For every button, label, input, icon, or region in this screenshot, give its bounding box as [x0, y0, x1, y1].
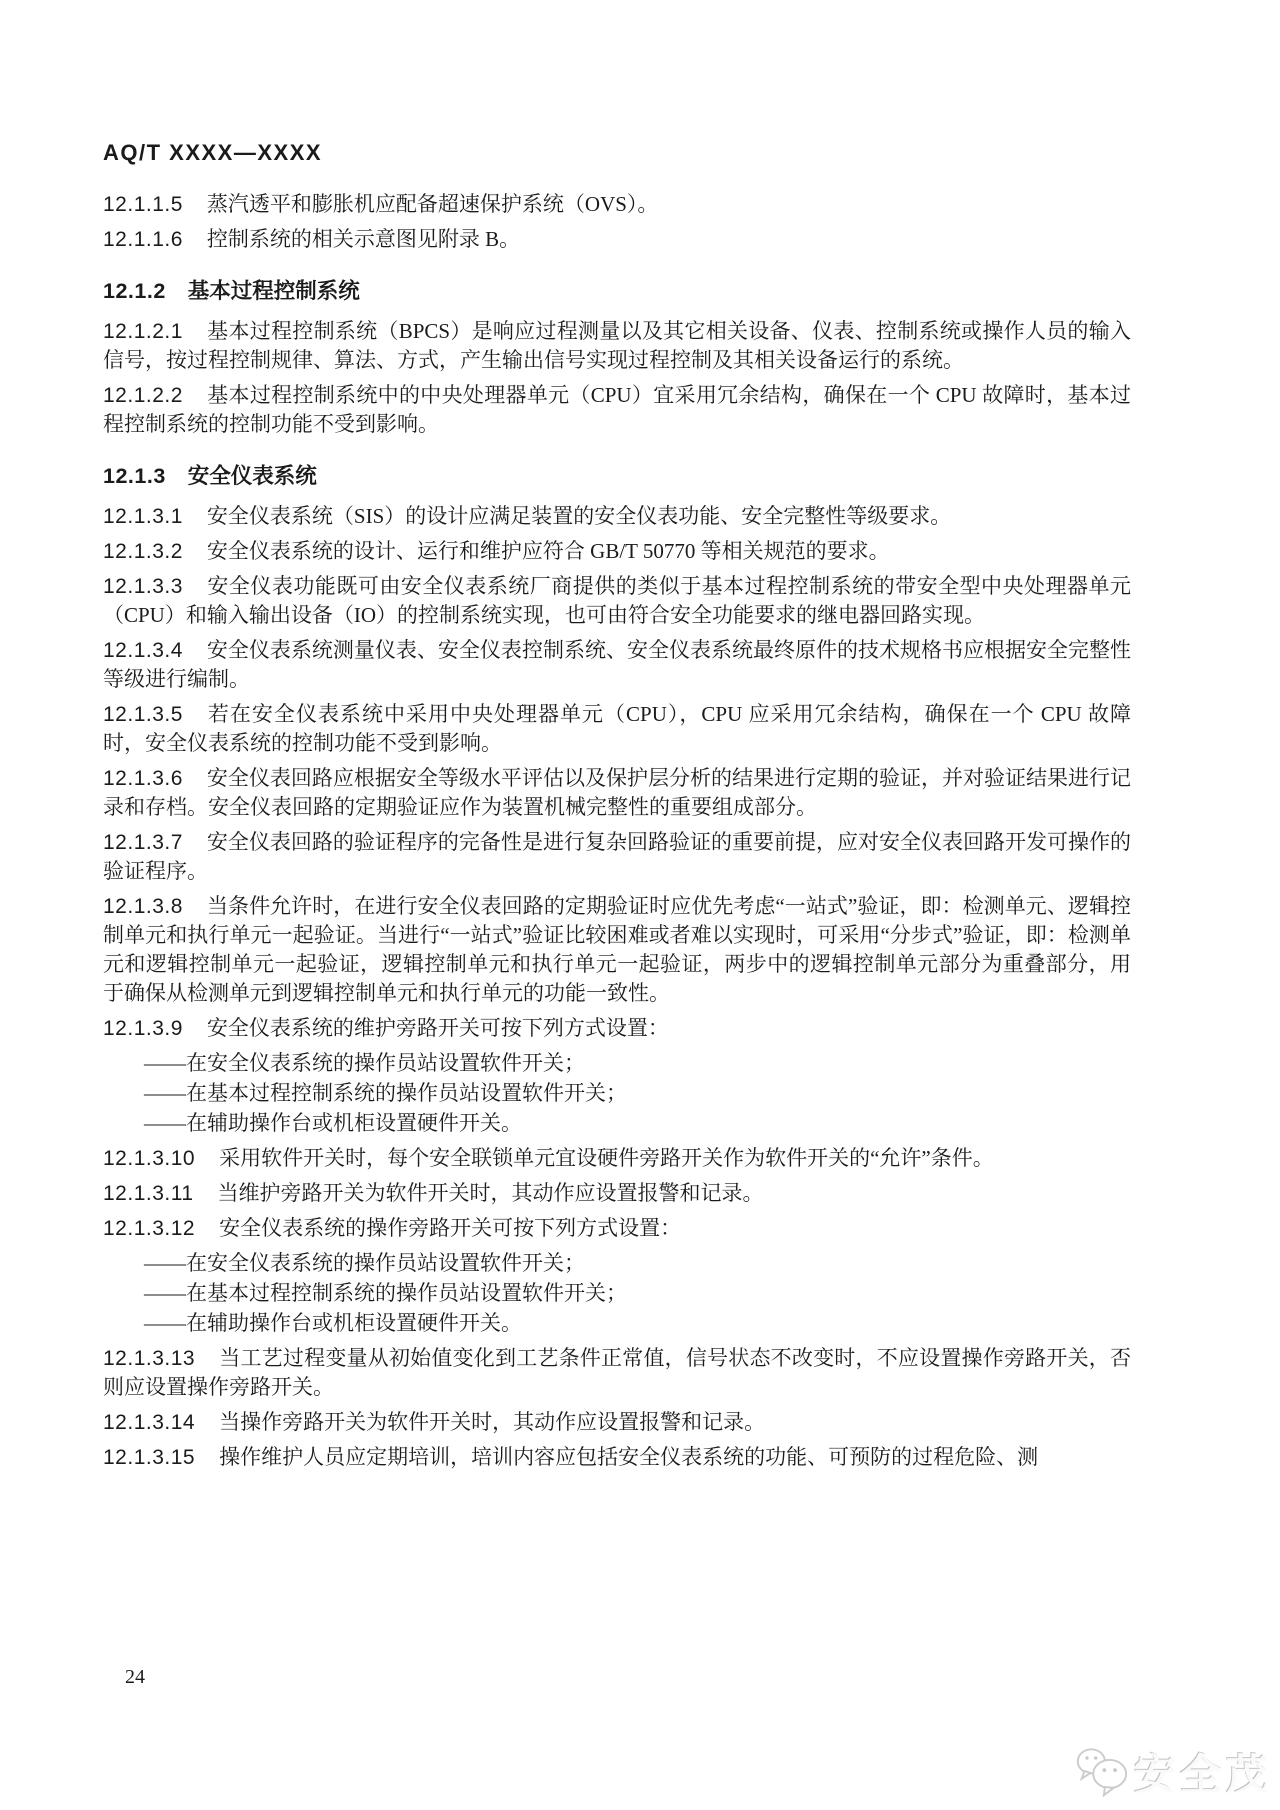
clause-12-1-3-2 — [103, 537, 1131, 566]
clause-text: 安全仪表系统测量仪表、安全仪表控制系统、安全仪表系统最终原件的技术规格书应根据安全完整性等级进行编制。 — [103, 638, 1131, 691]
clause-12-1-3-6 — [103, 764, 1131, 822]
clause-number: 12.1.3.10 — [103, 1147, 196, 1170]
document-content — [103, 140, 1131, 1478]
clause-number: 12.1.2.1 — [103, 320, 183, 343]
clause-number: 12.1.3.9 — [103, 1017, 183, 1040]
clause-12-1-3-5 — [103, 700, 1131, 758]
wechat-icon — [1072, 1743, 1130, 1801]
clause-number: 12.1.3.4 — [103, 639, 183, 662]
clause-text: 基本过程控制系统（BPCS）是响应过程测量以及其它相关设备、仪表、控制系统或操作人员的输入信号，按过程控制规律、算法、方式，产生输出信号实现过程控制及其相关设备运行的系统。 — [103, 319, 1131, 372]
clause-12-1-3-13 — [103, 1344, 1131, 1402]
clause-text: 安全仪表系统的操作旁路开关可按下列方式设置： — [219, 1216, 682, 1240]
clause-number: 12.1.3.12 — [103, 1217, 196, 1240]
clause-12-1-3-11 — [103, 1179, 1131, 1208]
bullet-item: ——在基本过程控制系统的操作员站设置软件开关； — [144, 1281, 627, 1305]
document-header: AQ/T XXXX—XXXX — [103, 140, 323, 165]
clause-number: 12.1.3.15 — [103, 1446, 196, 1469]
bullet-item: ——在辅助操作台或机柜设置硬件开关。 — [144, 1311, 522, 1335]
heading-text: 基本过程控制系统 — [187, 279, 360, 303]
clause-number: 12.1.3.7 — [103, 831, 183, 854]
bullet-item: ——在基本过程控制系统的操作员站设置软件开关； — [144, 1081, 627, 1105]
clause-number: 12.1.1.5 — [103, 193, 183, 216]
clause-number: 12.1.2.2 — [103, 384, 183, 407]
clause-text: 当维护旁路开关为软件开关时，其动作应设置报警和记录。 — [217, 1181, 764, 1205]
page-number: 24 — [125, 1666, 145, 1688]
clause-text: 操作维护人员应定期培训，培训内容应包括安全仪表系统的功能、可预防的过程危险、测 — [219, 1445, 1039, 1469]
clause-12-1-1-5 — [103, 190, 1131, 219]
bullet-item: ——在安全仪表系统的操作员站设置软件开关； — [144, 1051, 585, 1075]
clause-12-1-3-3 — [103, 572, 1131, 630]
clause-number: 12.1.3.8 — [103, 895, 183, 918]
bullet-item: ——在安全仪表系统的操作员站设置软件开关； — [144, 1251, 585, 1275]
clause-number: 12.1.3.11 — [103, 1182, 194, 1205]
clause-text: 控制系统的相关示意图见附录 B。 — [206, 227, 521, 251]
clause-12-1-3-15 — [103, 1443, 1131, 1472]
section-heading-12-1-2 — [103, 274, 1131, 305]
heading-text: 安全仪表系统 — [187, 464, 317, 488]
clause-number: 12.1.3.1 — [103, 505, 183, 528]
clause-text: 若在安全仪表系统中采用中央处理器单元（CPU），CPU 应采用冗余结构，确保在一个 CPU 故障时，安全仪表系统的控制功能不受到影响。 — [103, 702, 1131, 755]
clause-text: 当操作旁路开关为软件开关时，其动作应设置报警和记录。 — [219, 1410, 766, 1434]
clause-text: 安全仪表回路的验证程序的完备性是进行复杂回路验证的重要前提，应对安全仪表回路开发可操作的验证程序。 — [103, 830, 1131, 883]
watermark — [1072, 1742, 1272, 1802]
clause-text: 蒸汽透平和膨胀机应配备超速保护系统（OVS）。 — [206, 192, 659, 216]
clause-text: 安全仪表系统的维护旁路开关可按下列方式设置： — [206, 1016, 669, 1040]
section-heading-12-1-3 — [103, 459, 1131, 490]
clause-12-1-3-1 — [103, 502, 1131, 531]
bullet-item: ——在辅助操作台或机柜设置硬件开关。 — [144, 1111, 522, 1135]
heading-number: 12.1.2 — [103, 279, 166, 303]
clause-12-1-3-4 — [103, 636, 1131, 694]
clause-12-1-2-2 — [103, 381, 1131, 439]
clause-number: 12.1.3.3 — [103, 575, 183, 598]
clause-number: 12.1.1.6 — [103, 228, 183, 251]
clause-text: 安全仪表功能既可由安全仪表系统厂商提供的类似于基本过程控制系统的带安全型中央处理器单元（CPU）和输入输出设备（IO）的控制系统实现，也可由符合安全功能要求的继电器回路实现。 — [103, 574, 1131, 627]
clause-number: 12.1.3.14 — [103, 1411, 196, 1434]
clause-text: 安全仪表系统（SIS）的设计应满足装置的安全仪表功能、安全完整性等级要求。 — [206, 504, 952, 528]
clause-number: 12.1.3.13 — [103, 1347, 196, 1370]
clause-12-1-1-6 — [103, 225, 1131, 254]
clause-number: 12.1.3.5 — [103, 703, 183, 726]
clause-text: 当条件允许时，在进行安全仪表回路的定期验证时应优先考虑“一站式”验证，即：检测单元、逻辑控制单元和执行单元一起验证。当进行“一站式”验证比较困难或者难以实现时，可采用“分步式”验证，即：检测单元和逻辑控制单元一起验证，逻辑控制单元和执行单元一起验证，两步中的逻辑控制单元部分为重叠部分，用于确保从检测单元到逻辑控制单元和执行单元的功能一致性。 — [103, 894, 1131, 1005]
clause-12-1-3-12 — [103, 1214, 1131, 1243]
clause-number: 12.1.3.2 — [103, 540, 183, 563]
clause-text: 安全仪表回路应根据安全等级水平评估以及保护层分析的结果进行定期的验证，并对验证结果进行记录和存档。安全仪表回路的定期验证应作为装置机械完整性的重要组成部分。 — [103, 766, 1131, 819]
clause-text: 基本过程控制系统中的中央处理器单元（CPU）宜采用冗余结构，确保在一个 CPU 故障时，基本过程控制系统的控制功能不受到影响。 — [103, 383, 1131, 436]
clause-12-1-3-14 — [103, 1408, 1131, 1437]
clause-12-1-3-9 — [103, 1014, 1131, 1043]
clause-number: 12.1.3.6 — [103, 767, 183, 790]
clause-12-1-3-8 — [103, 892, 1131, 1008]
clause-text: 安全仪表系统的设计、运行和维护应符合 GB/T 50770 等相关规范的要求。 — [206, 539, 890, 563]
clause-text: 采用软件开关时，每个安全联锁单元宜设硬件旁路开关作为软件开关的“允许”条件。 — [219, 1146, 994, 1170]
heading-number: 12.1.3 — [103, 464, 166, 488]
clause-text: 当工艺过程变量从初始值变化到工艺条件正常值，信号状态不改变时，不应设置操作旁路开关，否则应设置操作旁路开关。 — [103, 1346, 1131, 1399]
clause-12-1-3-7 — [103, 828, 1131, 886]
watermark-text: 安全茂 — [1133, 1751, 1272, 1798]
clause-12-1-3-10 — [103, 1144, 1131, 1173]
clause-12-1-2-1 — [103, 317, 1131, 375]
